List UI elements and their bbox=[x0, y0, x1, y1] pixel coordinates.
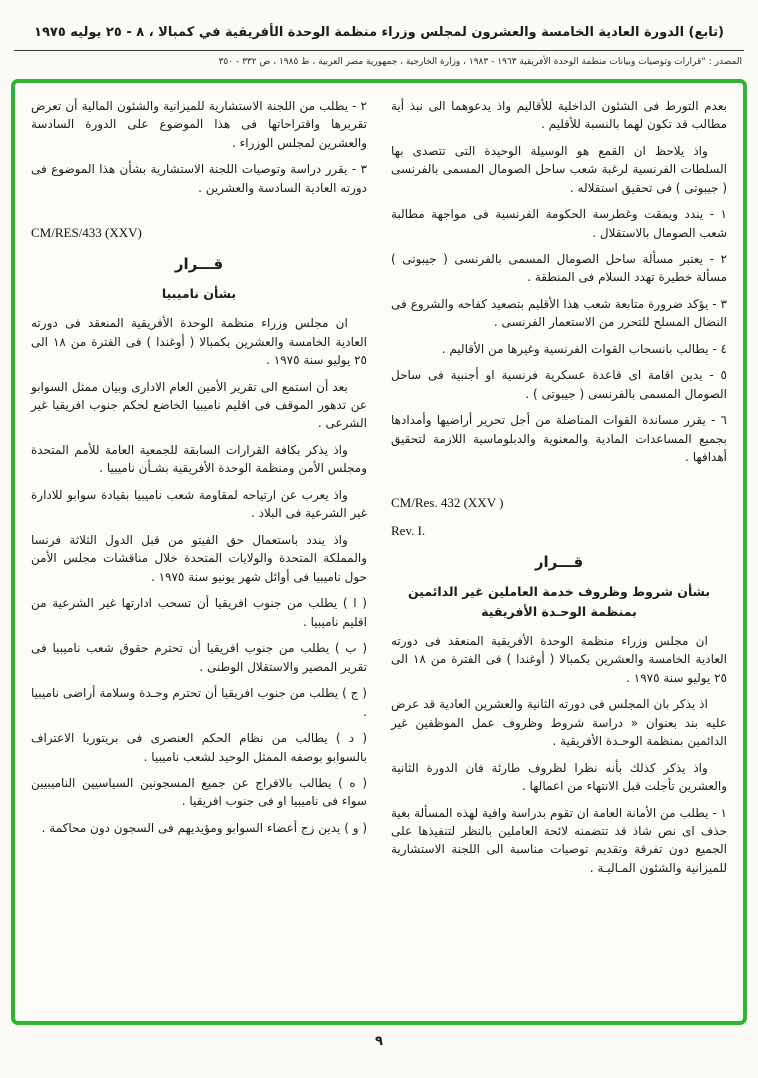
resolution-revision: Rev. I. bbox=[391, 522, 426, 538]
resolution-clause: ( ج ) يطلب من جنوب افريقيا أن تحترم وحـدة وسلامة أراضى ناميبيا . bbox=[31, 686, 367, 719]
resolution-clause: ٣ - يؤكد ضرورة متابعة شعب هذا الأقليم بتصعيد كفاحه والشروع فى النضال المسلح للتحرر من الاستعمار الفرنسى . bbox=[391, 296, 727, 330]
resolution-paragraph: اذ يذكر بان المجلس فى دورته الثانية والعشرين العادية قد عرض عليه بند بعنوان « دراسة شروط وظروف عمل الموظفين غير الدائمين بمنظمة الوحـدة الأفريقية . bbox=[391, 697, 727, 749]
resolution-clause: ٦ - يقرر مساندة القوات المناضلة من أجل تحرير أراضيها وأمدادها بجميع المساعدات المادية والمعنوية والدبلوماسية اللازمة لتحقيق أهدافها . bbox=[391, 413, 727, 465]
document-title: (تابع) الدورة العادية الخامسة والعشرون لمجلس وزراء منظمة الوحدة الأفريقية في كمبالا ، ٨ - ٢٥ يوليه ١٩٧٥ bbox=[34, 25, 724, 40]
resolution-heading: قـــرار bbox=[534, 552, 584, 571]
resolution-clause: ( د ) يطالب من نظام الحكم العنصرى فى بريتوريا الاعتراف بالسوابو بوصفه الممثل الوحيد لشعب ناميبيا . bbox=[31, 731, 367, 764]
resolution-clause: ٣ - يقرر دراسة وتوصيات اللجنة الاستشارية بشأن هذا الموضوع فى دورته العادية السادسة والعشرين . bbox=[31, 162, 367, 195]
content-frame bbox=[11, 79, 747, 1025]
column-right bbox=[391, 97, 727, 1007]
resolution-paragraph: واذ يلاحظ ان القمع هو الوسيلة الوحيدة التى تتصدى بها السلطات الفرنسية لرغبة شعب ساحل الصومال المسمى بالفرنسى ( جيبوتى ) فى تحقيق استقلاله . bbox=[391, 143, 727, 195]
column-left bbox=[31, 97, 367, 1007]
resolution-subject: بشأن شروط وظروف خدمة العاملين غير الدائمين بمنظمة الوحـدة الأفريقية bbox=[407, 583, 711, 619]
resolution-reference: CM/RES/433 (XXV) bbox=[31, 225, 142, 241]
resolution-heading: قـــرار bbox=[174, 255, 224, 274]
page-number: ٩ bbox=[375, 1033, 383, 1049]
resolution-paragraph: واذ يذكر بكافة القرارات السابقة للجمعية العامة للأمم المتحدة ومجلس الأمن ومنظمة الوحدة الأفريقية بشـأن ناميبيا . bbox=[31, 442, 367, 476]
resolution-clause: ١ - يندد ويمقت وغطرسة الحكومة الفرنسية فى مواجهة مطالبة شعب الصومال بالاستقلال . bbox=[391, 207, 727, 240]
resolution-clause: ٢ - يطلب من اللجنة الاستشارية للميزانية والشئون المالية أن تعرض تقريرها واقتراحاتها فى هذا الموضوع على الدورة السادسة والعشرين لمجلس الوزراء . bbox=[31, 98, 367, 150]
resolution-paragraph: واذ يندد باستعمال حق الفيتو من قبل الدول الثلاثة فرنسا والمملكة المتحدة والولايات المتحدة خلال مناقشات مجلس الأمن حول ناميبيا فى أوائل شهر يونيو سنة ١٩٧٥ . bbox=[31, 532, 367, 584]
resolution-paragraph: بعدم التورط فى الشئون الداخلية للأقاليم واذ يدعوهما الى نبذ أية مطالب قد تكون لهما بالنسبة للأقليم . bbox=[391, 98, 727, 132]
resolution-clause: ( ا ) يطلب من جنوب افريقيا أن تسحب ادارتها غير الشرعية من اقليم ناميبيا . bbox=[31, 596, 367, 629]
resolution-reference: CM/Res. 432 (XXV ) bbox=[391, 494, 504, 510]
resolution-subject: بشأن ناميبيا bbox=[161, 286, 237, 302]
resolution-clause: ٢ - يعتبر مسألة ساحل الصومال المسمى بالفرنسى ( جيبوتى ) مسألة خطيرة تهدد السلام فى المنطقة . bbox=[391, 251, 727, 285]
document-header bbox=[0, 0, 758, 70]
resolution-paragraph: بعد أن استمع الى تقرير الأمين العام الادارى وبيان ممثل السوابو عن تدهور الموقف فى اقليم ناميبيا الخاضع لحكم جنوب افريقيا غير الشرعى . bbox=[31, 379, 367, 431]
source-line: المصدر : “قرارات وتوصيات وبيانات منظمة الوحدة الأفريقية ١٩٦٣ - ١٩٨٣ ، وزارة الخارجية ، جمهورية مصر العربية ، ط ١٩٨٥ ، ص ٣٣٢ - ٣٥٠ bbox=[218, 57, 742, 68]
resolution-paragraph: واذ يذكر كذلك بأنه نظرا لظروف طارئة فان الدورة الثانية والعشرين تأجلت قبل الانتهاء من اعمالها . bbox=[391, 760, 727, 794]
resolution-paragraph: ان مجلس وزراء منظمة الوحدة الأفريقية المنعقد فى دورته العادية الخامسة والعشرين بكمبالا ( أوغندا ) فى الفترة من ١٨ الى ٢٥ يوليو سنة ١٩٧٥ . bbox=[31, 316, 368, 368]
resolution-clause: ( و ) يدين زج أعضاء السوابو ومؤيديهم فى السجون دون محاكمة . bbox=[41, 820, 367, 835]
resolution-paragraph: واذ يعرب عن ارتياحه لمقاومة شعب ناميبيا بقيادة سوابو للادارة غير الشرعية فى البلاد . bbox=[31, 487, 367, 521]
header-divider bbox=[14, 50, 744, 51]
resolution-clause: ( ه ) يطالب بالافراج عن جميع المسجونين السياسيين الناميبيين سواء فى ناميبيا او فى جنوب افريقيا . bbox=[31, 775, 367, 809]
resolution-clause: ١ - يطلب من الأمانة العامة ان تقوم بدراسة وافية لهذه المسألة بغية حذف اى نص شاذ قد تتضمنه لائحة العاملين بالنظر لتنفيذها على الجميع دون تفرقة وتقديم توصيات مناسبة الى اللجنة الاستشارية للميزانية والشئون المـاليـة . bbox=[391, 805, 727, 875]
resolution-clause: ( ب ) يطلب من جنوب افريقيا أن تحترم حقوق شعب ناميبيا فى تقرير المصير والاستقلال الوطنى . bbox=[31, 641, 367, 674]
resolution-clause: ٤ - يطالب بانسحاب القوات الفرنسية وغيرها من الأقاليم . bbox=[441, 341, 727, 356]
resolution-paragraph: ان مجلس وزراء منظمة الوحدة الأفريقية المنعقد فى دورته العادية الخامسة والعشرين بكمبالا ( أوغندا ) فى الفترة من ١٨ الى ٢٥ يوليو سنة ١٩٧٥ . bbox=[391, 633, 728, 685]
page-footer bbox=[0, 1034, 758, 1049]
resolution-clause: ٥ - يدين اقامة اى قاعدة عسكرية فرنسية او أجنبية فى ساحل الصومال المسمى بالفرنسى ( جيبوتى ) . bbox=[391, 368, 727, 401]
